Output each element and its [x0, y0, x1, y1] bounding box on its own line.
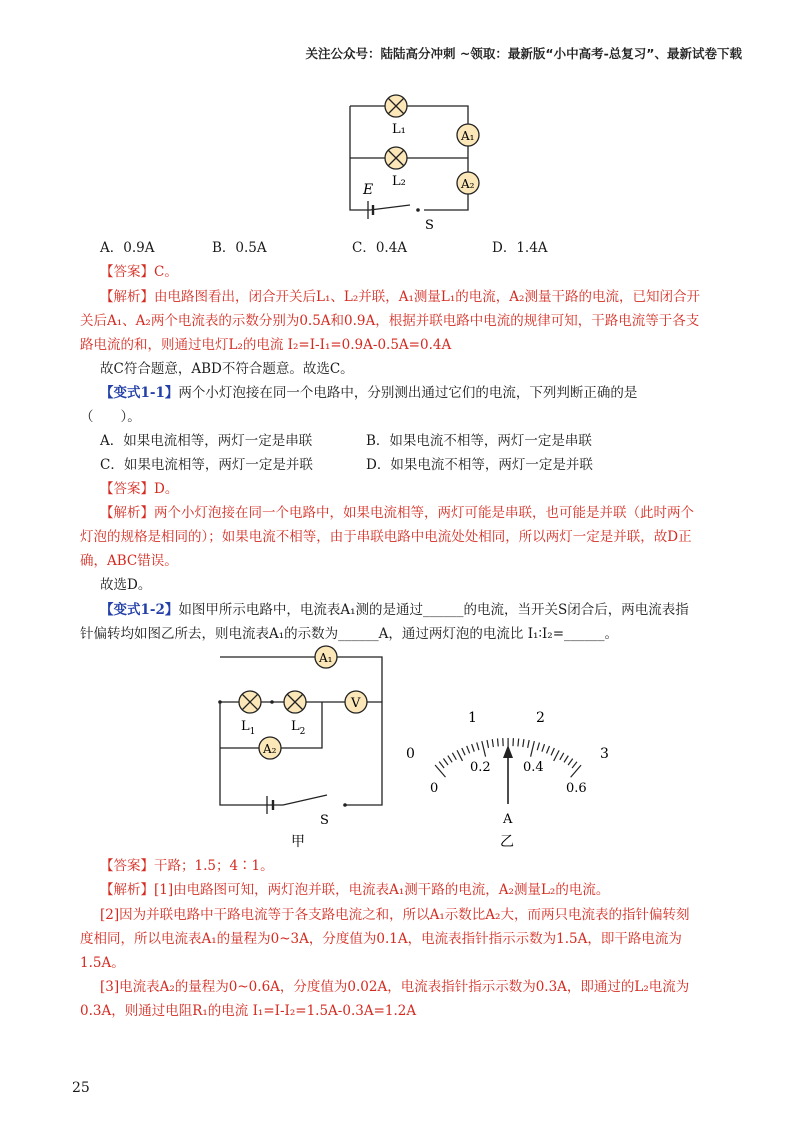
q2-analysis-line3: 度相同，所以电流表A₁的量程为0~3A，分度值为0.1A，电流表指针指示示数为1.5A，即干路电流为	[80, 931, 682, 947]
fig-jia-switch-label: S	[320, 813, 329, 828]
dial-tick	[572, 762, 577, 768]
dial-minor-2: 0.4	[523, 760, 544, 775]
dial-tick	[482, 741, 486, 757]
lamp-l1-icon	[385, 95, 407, 117]
q0-option-b: B．0.5A	[212, 240, 267, 256]
dial-major-0: 0	[406, 746, 415, 762]
dial-tick	[462, 748, 465, 755]
q1-option-d: D．如果电流不相等，两灯一定是并联	[366, 457, 593, 473]
q1-option-b: B．如果电流不相等，两灯一定是串联	[366, 433, 592, 449]
fig1-a2-label: A₂	[461, 177, 475, 191]
q2-analysis-line6: 0.3A，则通过电阻R₁的电流 I₁=I-I₂=1.5A-0.3A=1.2A	[80, 1003, 417, 1019]
q0-conclusion: 故C符合题意，ABD不符合题意。故选C。	[100, 361, 354, 377]
dial-tick	[528, 740, 530, 748]
fig-jia-lamp1-label: $L_1$	[241, 719, 256, 737]
fig-jia-a1-label: A₁	[319, 651, 333, 665]
dial-tick	[547, 746, 550, 753]
q2-stem-line2: 针偏转均如图乙所去，则电流表A₁的示数为______A，通过两灯泡的电流比 I₁∶I₂=______。	[80, 626, 619, 642]
circuit-figure-1	[330, 84, 490, 234]
dial-minor-0: 0	[430, 781, 439, 796]
q1-answer: 【答案】D。	[100, 481, 179, 497]
page-number: 25	[72, 1080, 90, 1096]
q2-analysis-line4: 1.5A。	[80, 955, 125, 971]
ammeter-dial-figure	[390, 700, 630, 852]
dial-major-3: 3	[600, 746, 609, 762]
dial-tick	[457, 750, 462, 761]
dial-tick	[523, 739, 524, 747]
q0-analysis-line3: 路电流的和，则通过电灯L₂的电流 I₂=I-I₁=0.9A-0.5A=0.4A	[80, 337, 452, 353]
dial-major-1: 1	[468, 710, 477, 726]
q1-stem-line2: （ ）。	[80, 409, 141, 425]
dial-tick	[518, 739, 519, 747]
q1-analysis-line1: 【解析】两个小灯泡接在同一个电路中，如果电流相等，两灯可能是串联，也可能是并联（此时两个	[100, 505, 694, 521]
q2-analysis-line1: 【解析】[1]由电路图可知，两灯泡并联，电流表A₁测干路的电流，A₂测量L₂的电流。	[100, 882, 610, 898]
fig-jia-caption: 甲	[291, 834, 305, 850]
fig-yi-caption: 乙	[500, 834, 514, 850]
dial-minor-3: 0.6	[566, 781, 587, 796]
q2-stem-line1: 【变式1-2】如图甲所示电路中，电流表A₁测的是通过______的电流，当开关S闭合后，两电流表指	[100, 602, 689, 618]
dial-tick	[452, 753, 456, 760]
fig-jia-lamp2-label: $L_2$	[291, 719, 306, 737]
q0-answer: 【答案】C。	[100, 264, 178, 280]
lamp-l1-icon	[239, 691, 261, 713]
dial-needle-arrowhead	[503, 745, 513, 758]
dial-minor-1: 0.2	[470, 760, 491, 775]
fig1-a1-label: A₁	[461, 129, 475, 143]
q0-option-d: D．1.4A	[492, 240, 548, 256]
q1-option-c: C．如果电流相等，两灯一定是并联	[100, 457, 313, 473]
dial-tick	[531, 741, 535, 757]
dial-needle-label: A	[503, 812, 513, 827]
dial-tick	[537, 743, 539, 751]
dial-tick	[542, 744, 545, 752]
q1-conclusion: 故选D。	[100, 577, 152, 593]
dial-tick	[498, 738, 499, 746]
q1-option-a: A．如果电流相等，两灯一定是串联	[100, 433, 313, 449]
q2-analysis-line2: [2]因为并联电路中干路电流等于各支路电流之和，所以A₁示数比A₂大，而两只电流表的指针偏转刻	[100, 907, 690, 923]
dial-tick	[439, 762, 444, 768]
fig1-lamp2-label: L₂	[392, 174, 406, 189]
dial-major-2: 2	[536, 710, 545, 726]
q1-analysis-line3: 确，ABC错误。	[80, 553, 178, 569]
q0-option-a: A．0.9A	[100, 240, 155, 256]
dial-tick	[564, 756, 568, 763]
lamp-l2-icon	[385, 147, 407, 169]
dial-tick	[448, 756, 452, 763]
q2-answer: 【答案】干路；1.5；4∶1。	[100, 858, 274, 874]
lamp-l2-icon	[284, 691, 306, 713]
fig1-lamp1-label: L₁	[392, 122, 406, 137]
dial-tick	[477, 742, 479, 750]
q2-analysis-line5: [3]电流表A₂的量程为0~0.6A，分度值为0.02A，电流表指针指示示数为0.3A，即通过的L₂电流为	[100, 979, 690, 995]
q1-stem-line1: 【变式1-1】两个小灯泡接在同一个电路中，分别测出通过它们的电流，下列判断正确的是	[100, 385, 638, 401]
dial-tick	[492, 739, 493, 747]
dial-tick	[551, 748, 554, 755]
q0-analysis-line2: 关后A₁、A₂两个电流表的示数分别为0.5A和0.9A，根据并联电路中电流的规律可知，干路电流等于各支	[80, 313, 700, 329]
circuit-figure-jia	[205, 642, 395, 852]
fig-jia-v-label: V	[351, 696, 361, 711]
dial-tick	[560, 753, 564, 760]
dial-tick	[472, 744, 475, 752]
q0-option-c: C．0.4A	[352, 240, 408, 256]
dial-tick	[467, 746, 470, 753]
fig-jia-a2-label: A₂	[263, 742, 277, 756]
q1-analysis-line2: 灯泡的规格是相同的）；如果电流不相等，由于串联电路中电流处处相同，所以两灯一定是并联，故D正	[80, 529, 692, 545]
fig1-source-label: E	[363, 182, 374, 198]
page-header: 关注公众号：陆陆高分冲刺 ~领取：最新版“小中高考-总复习”、最新试卷下载	[305, 46, 742, 61]
dial-tick	[568, 759, 573, 766]
dial-tick	[443, 758, 448, 765]
fig1-switch-label: S	[425, 218, 434, 233]
dial-tick	[487, 740, 488, 748]
q0-analysis-line1: 【解析】由电路图看出，闭合开关后L₁、L₂并联，A₁测量L₁的电流，A₂测量干路的电流，已知闭合开	[100, 289, 700, 305]
dial-tick	[554, 750, 559, 761]
